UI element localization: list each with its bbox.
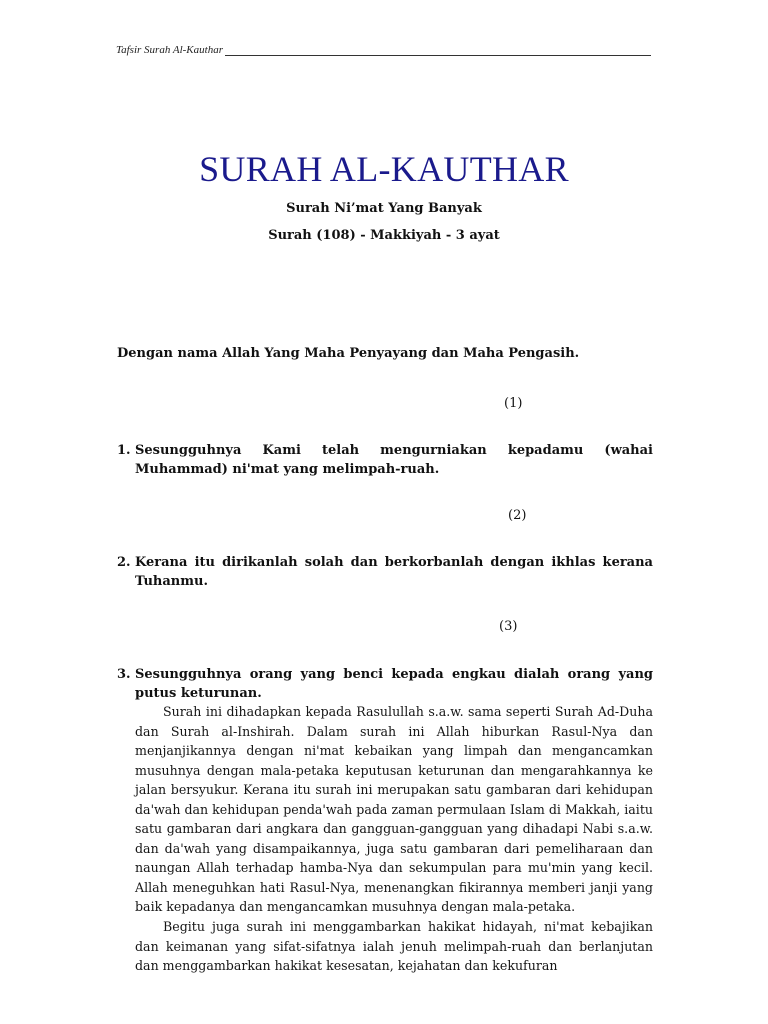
- verse-3: [117, 665, 653, 703]
- commentary: [135, 702, 653, 976]
- running-header-title: Tafsir Surah Al-Kauthar: [116, 44, 223, 56]
- commentary-paragraph-1: Surah ini dihadapkan kepada Rasulullah s.a.w. sama seperti Surah Ad-Duha dan Surah al-Inshirah. Dalam surah ini Allah hiburkan Rasul-Nya dan menjanjikannya dengan ni'mat kebaikan yang limpah dan mengancamkan musuhnya dengan mala-petaka keputusan keturunan dan mengarahkannya ke jalan bersyukur. Kerana itu surah ini merupakan satu gambaran dari kehidupan da'wah dan kehidupan penda'wah pada zaman permulaan Islam di Makkah, iaitu satu gambaran dari angkara dan gangguan-gangguan yang dihadapi Nabi s.a.w. dan da'wah yang disampaikannya, juga satu gambaran dari pemeliharaan dan naungan Allah terhadap hamba-Nya dan sekumpulan para mu'min yang kecil. Allah meneguhkan hati Rasul-Nya, menenangkan fikirannya memberi janji yang baik kepadanya dan mengancamkan musuhnya dengan mala-petaka.: [135, 704, 653, 915]
- running-header: [116, 44, 651, 56]
- verse-marker-2: (2): [508, 508, 527, 523]
- commentary-paragraph-2: Begitu juga surah ini menggambarkan hakikat hidayah, ni'mat kebajikan dan keimanan yang sifat-sifatnya ialah jenuh melimpah-ruah dan berlanjutan dan menggambarkan hakikat kesesatan, kejahatan dan kekufuran: [135, 919, 653, 974]
- verse-text: Sesungguhnya Kami telah mengurniakan kepadamu (wahai Muhammad) ni'mat yang melimpah-ruah.: [135, 443, 653, 477]
- header-rule: [225, 44, 651, 56]
- verse-text: Sesungguhnya orang yang benci kepada engkau dialah orang yang putus keturunan.: [135, 667, 653, 701]
- verse-number: 3.: [117, 667, 131, 682]
- verse-marker-1: (1): [504, 396, 523, 411]
- page-title: SURAH AL-KAUTHAR: [199, 149, 569, 189]
- verse-2: [117, 553, 653, 591]
- verse-text: Kerana itu dirikanlah solah dan berkorbanlah dengan ikhlas kerana Tuhanmu.: [135, 555, 653, 589]
- verse-number: 2.: [117, 555, 131, 570]
- basmalah: Dengan nama Allah Yang Maha Penyayang dan Maha Pengasih.: [117, 346, 580, 361]
- subtitle-meaning: Surah Ni’mat Yang Banyak: [286, 201, 482, 216]
- verse-number: 1.: [117, 443, 131, 458]
- subtitle-info: Surah (108) - Makkiyah - 3 ayat: [268, 228, 500, 243]
- verse-marker-3: (3): [499, 619, 518, 634]
- verse-1: [117, 441, 653, 479]
